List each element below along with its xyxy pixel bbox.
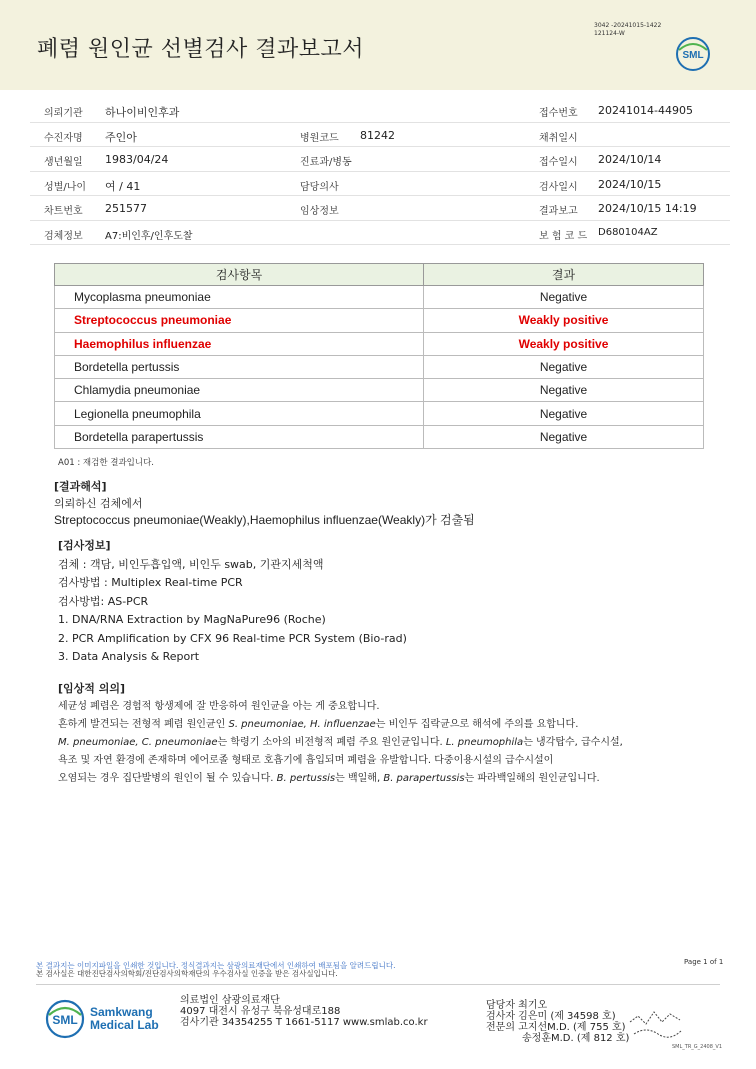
results-header-row bbox=[55, 264, 704, 286]
insurance-code-label: 보 험 코 드 bbox=[539, 230, 588, 242]
print-warning: 본 결과지는 이미지파일을 인쇄한 것입니다. 정식결과지는 삼광의료재단에서 인쇄하여 배포됨을 알려드립니다. bbox=[36, 961, 396, 970]
company-name bbox=[90, 1006, 159, 1032]
retest-note: A01 : 재검한 결과입니다. bbox=[58, 458, 154, 468]
test-item: Mycoplasma pneumoniae bbox=[55, 286, 424, 309]
company-address bbox=[180, 995, 428, 1028]
sml-footer-logo-text: SML bbox=[52, 1013, 78, 1027]
test-result: Negative bbox=[424, 286, 704, 309]
table-row bbox=[55, 286, 704, 309]
clinical-line-4: 욕조 및 자연 환경에 존재하며 에어로졸 형태로 호흡기에 흡입되며 폐렴을 유발합니다. 다중이용시설의 급수시설이 bbox=[58, 755, 554, 766]
company-name-line-1: Samkwang bbox=[90, 1005, 153, 1019]
report-title: 폐렴 원인균 선별검사 결과보고서 bbox=[37, 37, 365, 62]
report-date-label: 결과보고 bbox=[539, 206, 578, 217]
staff-tester: 검사자 김은미 (제 34598 호) bbox=[486, 1011, 616, 1022]
street-address: 4097 대전시 유성구 북유성대로188 bbox=[180, 1006, 341, 1017]
info-row bbox=[30, 98, 730, 123]
clinical-text: 는 파라백일해의 원인균입니다. bbox=[464, 773, 600, 784]
test-date-value: 2024/10/15 bbox=[598, 177, 662, 191]
receipt-no-value: 20241014-44905 bbox=[598, 104, 693, 117]
sex-age-label: 성별/나이 bbox=[44, 181, 87, 193]
staff-specialist-2: 송정훈M.D. (제 812 호) bbox=[522, 1033, 630, 1044]
interpretation-line-2: Streptococcus pneumoniae(Weakly),Haemophilus influenzae(Weakly)가 검출됨 bbox=[54, 513, 475, 527]
interpretation-heading: [결과해석] bbox=[54, 480, 107, 493]
patient-info-grid bbox=[30, 98, 730, 245]
chart-no-value: 251577 bbox=[105, 202, 147, 215]
test-result: Negative bbox=[424, 402, 704, 425]
receipt-no-label: 접수번호 bbox=[539, 108, 578, 119]
clinical-line-1: 세균성 폐렴은 경험적 항생제에 잘 반응하여 원인균을 아는 게 중요합니다. bbox=[58, 701, 380, 712]
clinical-text: 오염되는 경우 집단발병의 원인이 될 수 있습니다. bbox=[58, 773, 277, 784]
footer-divider bbox=[36, 984, 720, 985]
test-result: Weakly positive bbox=[424, 309, 704, 332]
form-code: SML_TR_G_2408_V1 bbox=[672, 1044, 723, 1050]
staff-info bbox=[486, 1000, 629, 1044]
test-result: Negative bbox=[424, 355, 704, 378]
signature-icon bbox=[626, 1000, 686, 1045]
specimen-label: 검체정보 bbox=[44, 230, 83, 242]
clinical-line-2 bbox=[58, 716, 623, 734]
info-row bbox=[30, 147, 730, 172]
organism-name: M. pneumoniae, C. pneumoniae bbox=[58, 737, 218, 748]
test-info-line: 검사방법 : Multiplex Real-time PCR bbox=[58, 576, 243, 589]
table-row bbox=[55, 355, 704, 378]
foundation-name: 의료법인 삼광의료재단 bbox=[180, 995, 280, 1006]
staff-manager: 담당자 최기오 bbox=[486, 1000, 548, 1011]
institution-value: 하나이비인후과 bbox=[105, 106, 180, 119]
test-item: Streptococcus pneumoniae bbox=[55, 309, 424, 332]
clinical-line-5 bbox=[58, 770, 623, 788]
organism-name: B. parapertussis bbox=[383, 773, 465, 784]
report-date-value: 2024/10/15 14:19 bbox=[598, 202, 697, 215]
clinical-text: 흔하게 발견되는 전형적 폐렴 원인균인 bbox=[58, 719, 229, 730]
result-header: 결과 bbox=[424, 264, 704, 286]
birth-label: 생년월일 bbox=[44, 157, 83, 168]
test-result: Negative bbox=[424, 425, 704, 448]
info-row bbox=[30, 196, 730, 221]
table-row bbox=[55, 309, 704, 332]
test-info-line: 2. PCR Amplification by CFX 96 Real-time PCR System (Bio-rad) bbox=[58, 631, 407, 645]
info-row bbox=[30, 172, 730, 197]
clinical-text: 는 학령기 소아의 비전형적 폐렴 주요 원인균입니다. bbox=[217, 737, 446, 748]
chart-no-label: 차트번호 bbox=[44, 206, 83, 217]
organism-name: L. pneumophila bbox=[445, 737, 524, 748]
test-item: Chlamydia pneumoniae bbox=[55, 379, 424, 402]
document-code-line-1: 3042 -20241015-1422 bbox=[594, 22, 662, 29]
test-info-line: 검사방법: AS-PCR bbox=[58, 594, 149, 608]
contact-info: 검사기관 34354255 T 1661-5117 www.smlab.co.kr bbox=[180, 1017, 428, 1028]
sml-footer-logo-icon bbox=[44, 998, 86, 1040]
table-row bbox=[55, 425, 704, 448]
clinical-text: 는 냉각탑수, 급수시설, bbox=[523, 737, 623, 748]
table-row bbox=[55, 332, 704, 355]
info-row bbox=[30, 123, 730, 148]
sml-logo-icon bbox=[675, 36, 711, 72]
test-date-label: 검사일시 bbox=[539, 181, 578, 193]
test-item: Bordetella pertussis bbox=[55, 355, 424, 378]
results-table bbox=[54, 263, 704, 449]
test-info-line: 검체 : 객담, 비인두흡입액, 비인두 swab, 기관지세척액 bbox=[58, 557, 324, 571]
collection-date-label: 채취일시 bbox=[539, 132, 578, 144]
sex-age-value: 여 / 41 bbox=[105, 179, 141, 193]
hospital-code-value: 81242 bbox=[360, 128, 395, 142]
document-code-line-2: 121124-W bbox=[594, 30, 625, 37]
test-result: Negative bbox=[424, 379, 704, 402]
test-info-line: 1. DNA/RNA Extraction by MagNaPure96 (Roche) bbox=[58, 613, 326, 626]
test-result: Weakly positive bbox=[424, 332, 704, 355]
interpretation-section bbox=[54, 478, 475, 529]
test-item: Legionella pneumophila bbox=[55, 402, 424, 425]
clinical-significance-heading: [임상적 의의] bbox=[58, 682, 126, 695]
test-item: Haemophilus influenzae bbox=[55, 332, 424, 355]
clinical-text: 는 비인두 집락균으로 해석에 주의를 요합니다. bbox=[375, 719, 579, 730]
test-info-line: 3. Data Analysis & Report bbox=[58, 650, 200, 663]
clinical-significance-section bbox=[58, 680, 623, 788]
specimen-value: A7:비인후/인후도찰 bbox=[105, 230, 193, 242]
insurance-code-value: D680104AZ bbox=[598, 226, 658, 238]
report-header bbox=[0, 0, 756, 90]
test-info-heading: [검사정보] bbox=[58, 539, 111, 552]
footer-warning bbox=[36, 962, 596, 978]
document-code bbox=[594, 22, 661, 38]
clinical-line-3 bbox=[58, 734, 623, 752]
patient-label: 수진자명 bbox=[44, 132, 83, 144]
patient-value: 주인아 bbox=[105, 130, 137, 144]
hospital-code-label: 병원코드 bbox=[300, 132, 339, 144]
interpretation-line-1: 의뢰하신 검체에서 bbox=[54, 497, 143, 510]
receipt-date-label: 접수일시 bbox=[539, 157, 578, 168]
page-number: Page 1 of 1 bbox=[684, 958, 724, 966]
institution-label: 의뢰기관 bbox=[44, 108, 83, 119]
doctor-label: 담당의사 bbox=[300, 181, 339, 193]
receipt-date-value: 2024/10/14 bbox=[598, 153, 662, 166]
organism-name: B. pertussis bbox=[276, 773, 336, 784]
test-item: Bordetella parapertussis bbox=[55, 425, 424, 448]
dept-label: 진료과/병동 bbox=[300, 157, 352, 168]
company-name-line-2: Medical Lab bbox=[90, 1018, 159, 1032]
table-row bbox=[55, 379, 704, 402]
info-row bbox=[30, 221, 730, 246]
sml-logo-text: SML bbox=[682, 50, 704, 61]
birth-value: 1983/04/24 bbox=[105, 153, 169, 166]
test-info-section bbox=[58, 537, 407, 667]
clinical-text: 는 백일해, bbox=[335, 773, 384, 784]
table-row bbox=[55, 402, 704, 425]
certification-note: 본 검사실은 대한진단검사의학회/진단검사의학재단의 우수검사실 인증을 받은 검사실입니다. bbox=[36, 969, 338, 978]
organism-name: S. pneumoniae, H. influenzae bbox=[228, 719, 376, 730]
clinical-info-label: 임상정보 bbox=[300, 206, 339, 217]
staff-specialist-1: 전문의 고지선M.D. (제 755 호) bbox=[486, 1022, 626, 1033]
test-item-header: 검사항목 bbox=[55, 264, 424, 286]
